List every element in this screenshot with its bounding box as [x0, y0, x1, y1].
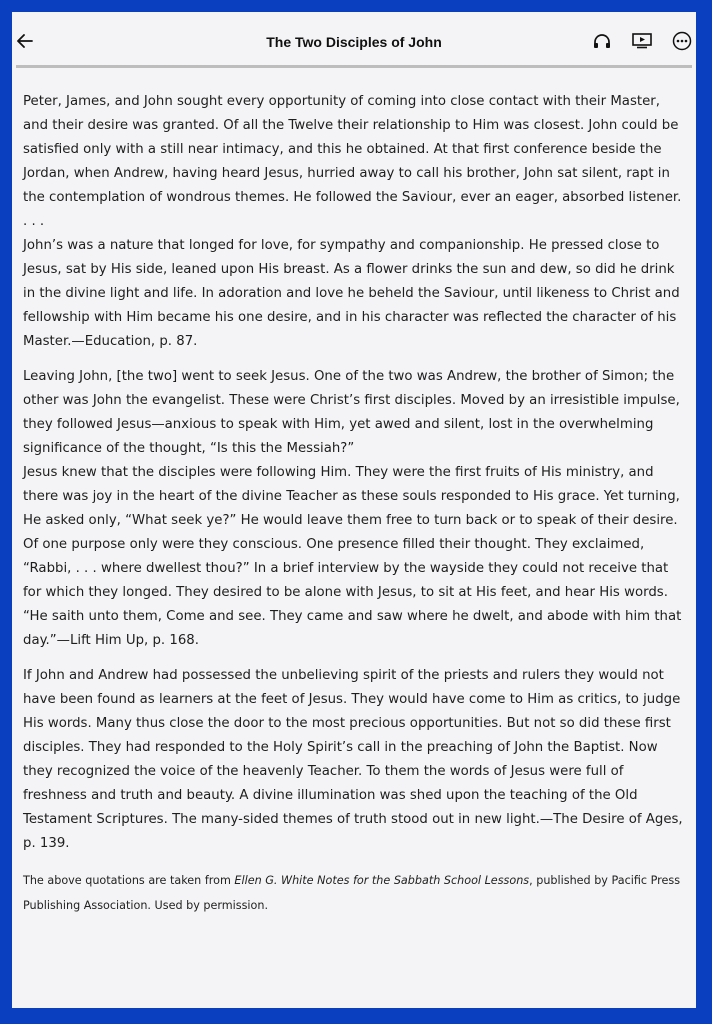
headphones-icon[interactable] — [592, 31, 612, 51]
more-icon[interactable] — [672, 31, 692, 51]
page-title: The Two Disciples of John — [266, 34, 442, 50]
book-title: Ellen G. White Notes for the Sabbath School Lessons — [234, 874, 530, 887]
quotation-section — [23, 365, 689, 653]
paragraph: Jesus knew that the disciples were following Him. They were the first fruits of His ministry, and there was joy in the heart of the divine Teacher as these souls responded to His grace. Yet turning, He asked only, “What seek ye?” He would leave them free to turn back or to speak of their desire. — [23, 465, 680, 528]
paragraph: If John and Andrew had possessed the unbelieving spirit of the priests and rulers they would not have been found as learners at the feet of Jesus. They would have come to Him as critics, to judge His words. Many thus close the door to the most precious opportunities. But not so did these first disciples. They had responded to the Holy Spirit’s call in the preaching of John the Baptist. Now they recognized the voice of the heavenly Teacher. To them the words of Jesus were full of freshness and truth and beauty. A divine illumination was shed upon the teaching of the Old Testament Scriptures. The many-sided themes of truth stood out in new light.—The Desire of Ages, p. 139. — [23, 668, 683, 851]
quotation-section — [23, 90, 689, 354]
paragraph: Peter, James, and John sought every opportunity of coming into close contact with their Master, and their desire was granted. Of all the Twelve their relationship to Him was closest. John could be satisfied only with a still near intimacy, and this he obtained. At that first conference beside the Jordan, when Andrew, having heard Jesus, hurried away to call his brother, John sat silent, rapt in the contemplation of wondrous themes. He followed the Saviour, ever an eager, absorbed listener. . . . — [23, 94, 682, 229]
header-divider — [16, 65, 692, 68]
paragraph: John’s was a nature that longed for love, for sympathy and companionship. He pressed close to Jesus, sat by His side, leaned upon His breast. As a flower drinks the sun and dew, so did he drink in the divine light and life. In adoration and love he beheld the Saviour, until likeness to Christ and fellowship with Him became his one desire, and in his character was reflected the character of his Master.—Education, p. 87. — [23, 238, 680, 349]
top-bar — [12, 12, 696, 64]
reader-window — [12, 12, 696, 1008]
paragraph: Leaving John, [the two] went to seek Jesus. One of the two was Andrew, the brother of Simon; the other was John the evangelist. These were Christ’s first disciples. Moved by an irresistible impulse, they followed Jesus—anxious to speak with Him, yet awed and silent, lost in the overwhelming significance of the thought, “Is this the Messiah?” — [23, 369, 680, 456]
attribution-footnote: The above quotations are taken from Ellen G. White Notes for the Sabbath School Lessons, published by Pacific Press Publishing Association. Used by permission. — [23, 874, 681, 912]
paragraph: Of one purpose only were they conscious. One presence filled their thought. They exclaimed, “Rabbi, . . . where dwellest thou?” In a brief interview by the wayside they could not receive that for which they longed. They desired to be alone with Jesus, to sit at His feet, and hear His words. “He saith unto them, Come and see. They came and saw where he dwelt, and abode with him that day.”—Lift Him Up, p. 168. — [23, 537, 682, 648]
quotation-section — [23, 664, 689, 856]
play-icon[interactable] — [632, 31, 652, 51]
article-body — [23, 90, 689, 918]
